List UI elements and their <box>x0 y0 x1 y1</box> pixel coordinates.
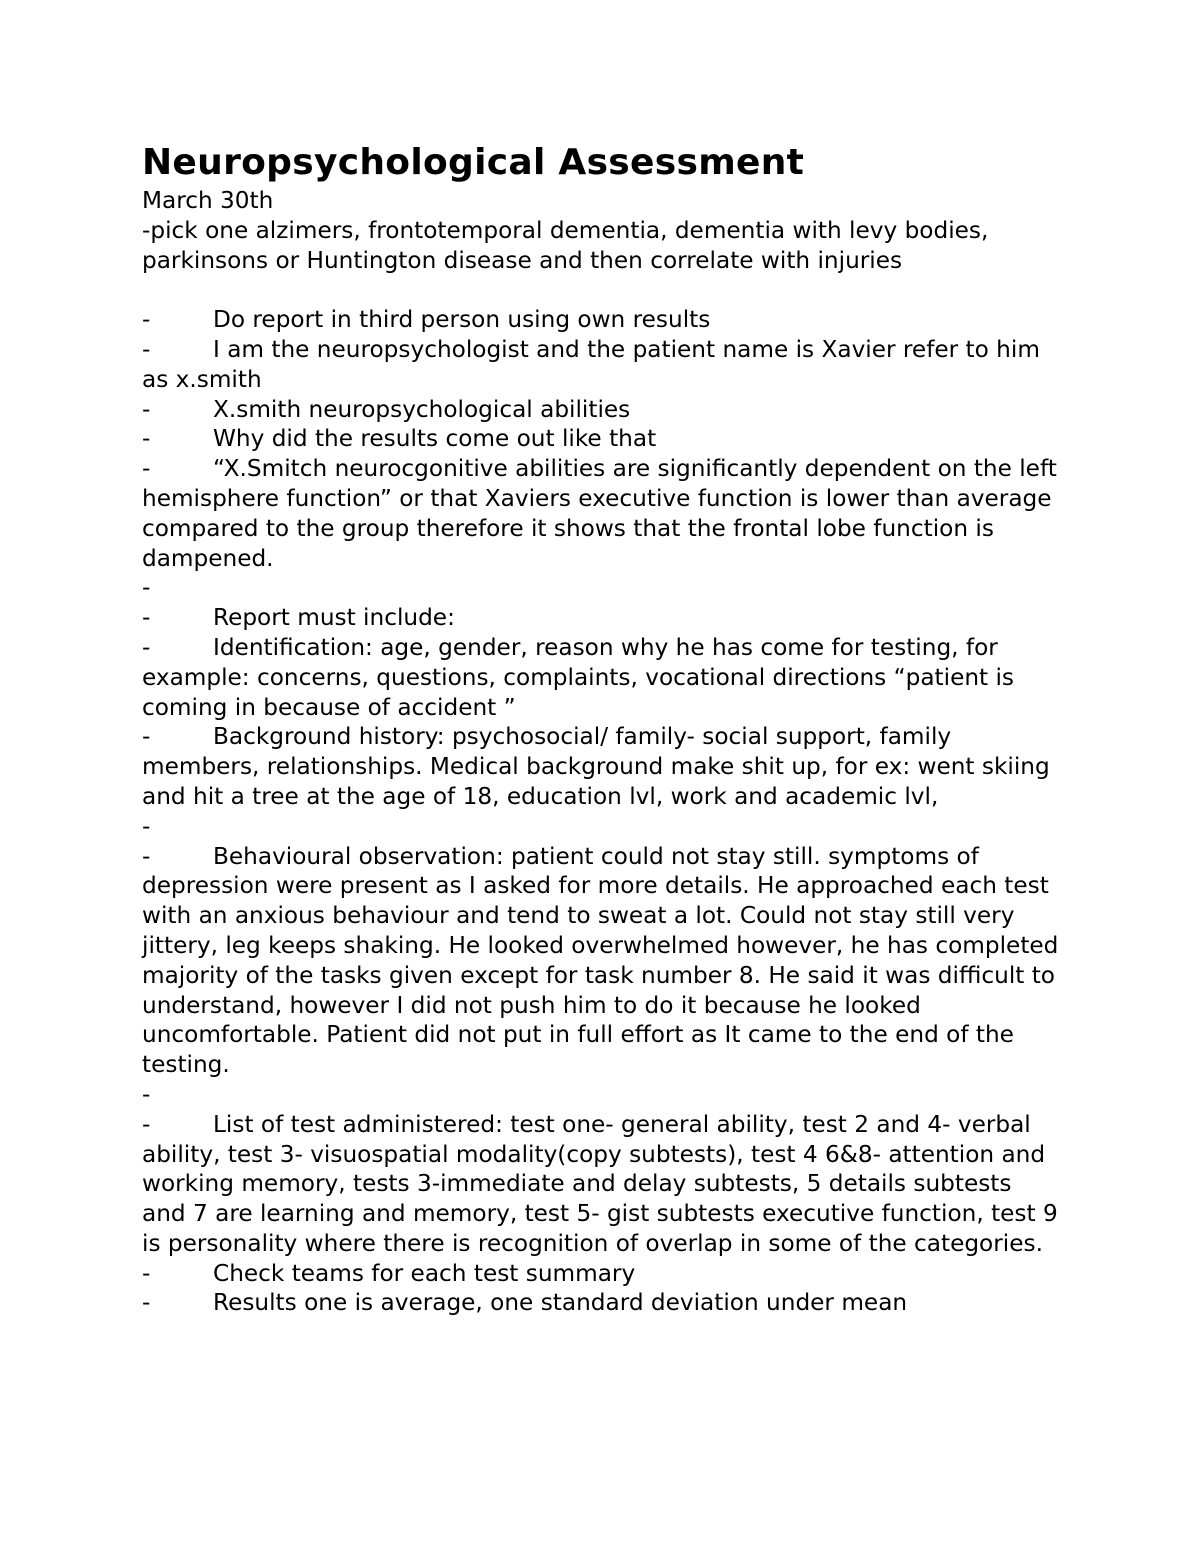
bullet-dash: - <box>142 1259 151 1287</box>
bullet-dash: - <box>142 455 151 483</box>
bullet-text: Report must include: <box>213 604 455 632</box>
bullet-item <box>142 305 1062 335</box>
bullet-text: I am the neuropsychologist and the patient name is Xavier refer to him as x.smith <box>142 335 1040 393</box>
bullet-dash: - <box>142 812 151 840</box>
bullet-item-empty <box>142 1080 1062 1110</box>
bullet-item <box>142 633 1062 722</box>
bullet-item <box>142 1288 1062 1318</box>
bullet-item <box>142 424 1062 454</box>
bullet-text: Identification: age, gender, reason why he has come for testing, for example: concerns, questions, complaints, vocational directions “patient is coming in because of accident ” <box>142 633 1015 721</box>
bullet-dash: - <box>142 395 151 423</box>
bullet-item <box>142 454 1062 573</box>
bullet-item <box>142 842 1062 1080</box>
bullet-dash: - <box>142 1110 151 1138</box>
bullet-text: Behavioural observation: patient could not stay still. symptoms of depression were present as I asked for more details. He approached each test with an anxious behaviour and tend to sweat a lot. Could not stay still very jittery, leg keeps shaking. He looked overwhelmed however, he has completed majority of the tasks given except for task number 8. He said it was difficult to understand, however I did not push him to do it because he looked uncomfortable. Patient did not put in full effort as It came to the end of the testing. <box>142 842 1059 1079</box>
bullet-item-empty <box>142 573 1062 603</box>
bullet-text: List of test administered: test one- general ability, test 2 and 4- verbal ability, test 3- visuospatial modality(copy subtests), test 4 6&8- attention and working memory, tests 3-immediate and delay subtests, 5 details subtests and 7 are learning and memory, test 5- gist subtests executive function, test 9 is personality where there is recognition of overlap in some of the categories. <box>142 1110 1058 1257</box>
bullet-text: X.smith neuropsychological abilities <box>213 395 631 423</box>
bullet-dash: - <box>142 604 151 632</box>
bullet-item <box>142 335 1062 395</box>
bullet-dash: - <box>142 335 151 363</box>
bullet-text: Results one is average, one standard deviation under mean <box>213 1289 908 1317</box>
bullet-dash: - <box>142 723 151 751</box>
bullet-item <box>142 1259 1062 1289</box>
bullet-text: Check teams for each test summary <box>213 1259 636 1287</box>
bullet-dash: - <box>142 574 151 602</box>
bullet-dash: - <box>142 842 151 870</box>
bullet-item <box>142 722 1062 811</box>
bullet-item <box>142 1110 1062 1259</box>
document-body <box>142 140 1062 1318</box>
bullet-item <box>142 395 1062 425</box>
bullet-item-empty <box>142 812 1062 842</box>
blank-line <box>142 275 1062 305</box>
bullet-dash: - <box>142 1080 151 1108</box>
document-title: Neuropsychological Assessment <box>142 142 805 183</box>
bullet-dash: - <box>142 633 151 661</box>
bullet-text: Background history: psychosocial/ family- social support, family members, relationships. Medical background make shit up, for ex: went skiing and hit a tree at the age of 18, education lvl, work and academic lvl, <box>142 723 1050 810</box>
bullet-text: Do report in third person using own results <box>213 306 711 334</box>
intro-paragraph: -pick one alzimers, frontotemporal dementia, dementia with levy bodies, parkinsons or Huntington disease and then correlate with injuries <box>142 216 989 274</box>
bullet-item <box>142 603 1062 633</box>
bullet-dash: - <box>142 1289 151 1317</box>
bullet-text: Why did the results come out like that <box>213 425 657 453</box>
bullet-dash: - <box>142 306 151 334</box>
bullet-dash: - <box>142 425 151 453</box>
bullet-text: “X.Smitch neurocgonitive abilities are significantly dependent on the left hemisphere function” or that Xaviers executive function is lower than average compared to the group therefore it shows that the frontal lobe function is dampened. <box>142 455 1057 572</box>
date-line: March 30th <box>142 187 274 214</box>
